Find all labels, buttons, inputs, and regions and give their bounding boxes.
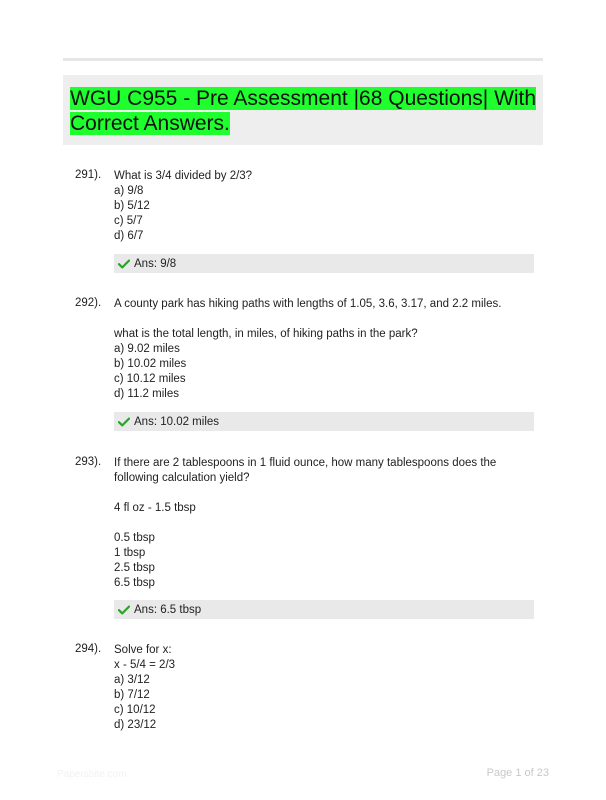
question-text: Solve for x: (114, 644, 172, 656)
calculation-text: 4 fl oz - 1.5 tbsp (114, 502, 196, 514)
option-b: 1 tbsp (114, 547, 146, 559)
footer-watermark: Papersbite.com (57, 769, 127, 780)
option-c: c) 10.12 miles (114, 373, 186, 385)
answer-box (114, 600, 534, 619)
question-text: A county park has hiking paths with lengths of 1.05, 3.6, 3.17, and 2.2 miles. (114, 298, 502, 310)
answer-text: Ans: 6.5 tbsp (134, 603, 202, 616)
question-body (114, 169, 534, 244)
question-text: what is the total length, in miles, of hiking paths in the park? (114, 328, 418, 340)
answer-text: Ans: 9/8 (134, 257, 177, 270)
question-number: 293). (75, 456, 102, 468)
check-icon (118, 417, 134, 427)
answer-box (114, 254, 534, 273)
option-d: 6.5 tbsp (114, 577, 155, 589)
title-banner (63, 75, 543, 145)
option-d: d) 11.2 miles (114, 388, 179, 400)
check-icon (118, 259, 134, 269)
answer-box (114, 412, 534, 431)
option-b: b) 10.02 miles (114, 358, 187, 370)
option-a: 0.5 tbsp (114, 532, 155, 544)
option-a: a) 9.02 miles (114, 343, 180, 355)
page-number: Page 1 of 23 (486, 767, 549, 779)
option-a: a) 3/12 (114, 674, 150, 686)
option-c: c) 5/7 (114, 215, 143, 227)
option-b: b) 7/12 (114, 689, 150, 701)
question-body (114, 643, 534, 733)
check-icon (118, 605, 134, 615)
option-d: d) 23/12 (114, 719, 157, 731)
answer-text: Ans: 10.02 miles (134, 415, 220, 428)
question-text: What is 3/4 divided by 2/3? (114, 170, 253, 182)
option-d: d) 6/7 (114, 230, 144, 242)
spacer (114, 516, 534, 531)
option-a: a) 9/8 (114, 185, 144, 197)
question-number: 292). (75, 297, 102, 309)
document-title (70, 86, 540, 136)
question-number: 291). (75, 169, 102, 181)
option-c: 2.5 tbsp (114, 562, 155, 574)
option-b: b) 5/12 (114, 200, 150, 212)
title-highlight: WGU C955 - Pre Assessment |68 Questions| With Correct Answers. (70, 87, 537, 135)
question-number: 294). (75, 643, 102, 655)
question-body (114, 456, 534, 591)
spacer (114, 312, 534, 327)
spacer (114, 486, 534, 501)
question-text: If there are 2 tablespoons in 1 fluid ounce, how many tablespoons does the following calculation yield? (114, 457, 497, 484)
option-c: c) 10/12 (114, 704, 156, 716)
question-body (114, 297, 534, 402)
equation-text: x - 5/4 = 2/3 (114, 659, 176, 671)
top-divider (63, 58, 543, 61)
